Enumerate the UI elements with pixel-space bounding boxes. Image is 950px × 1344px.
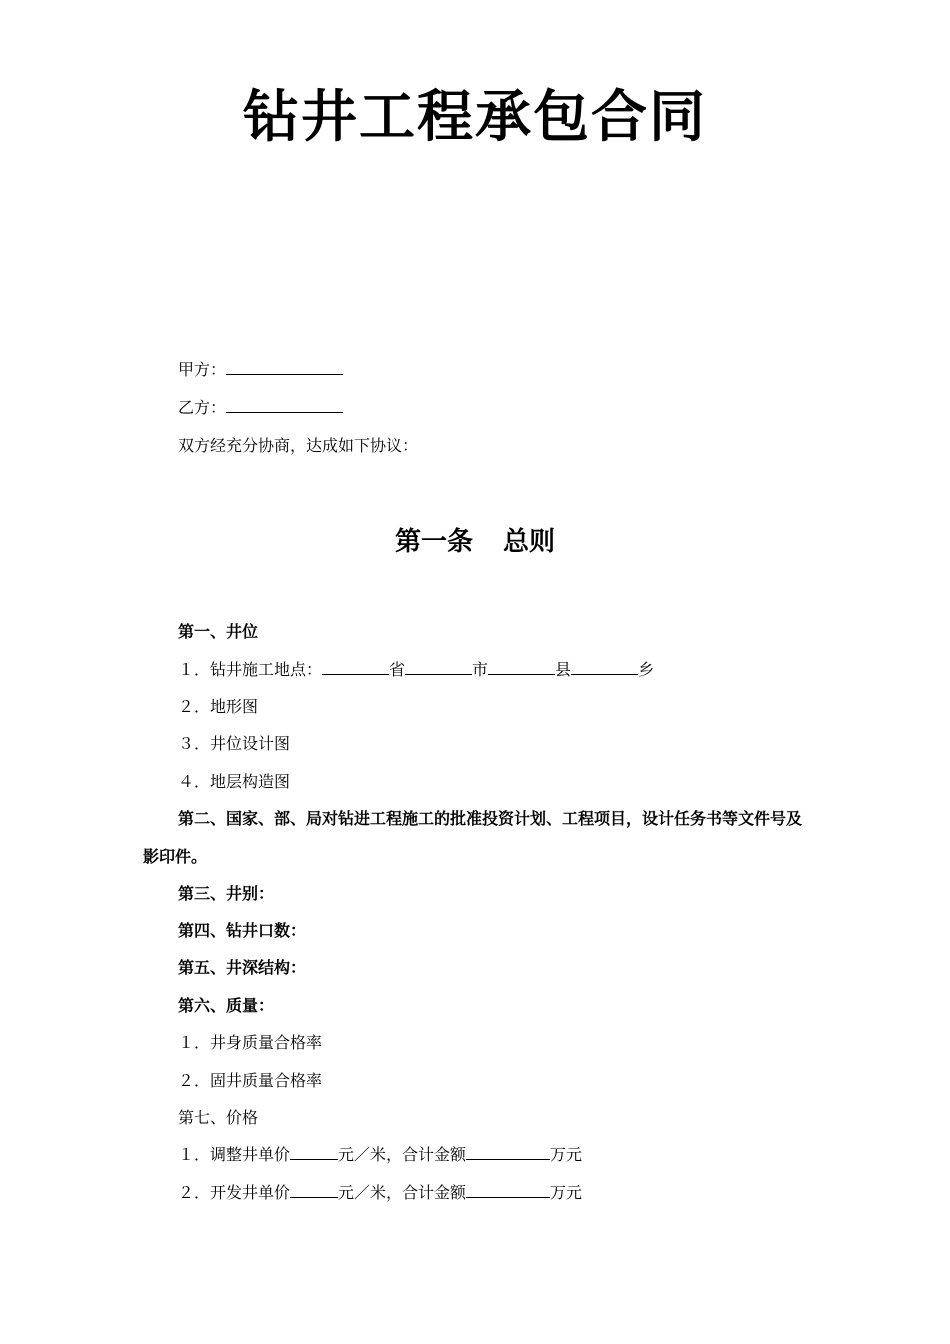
adjust-well-total-blank[interactable]: [466, 1144, 550, 1160]
dev-well-total-unit: 万元: [550, 1183, 583, 1202]
province-blank[interactable]: [322, 659, 389, 675]
county-blank[interactable]: [488, 659, 555, 675]
section-1-item-1: [178, 658, 654, 682]
section-1-item-4: ４．地层构造图: [178, 772, 291, 791]
article-heading: [0, 524, 950, 560]
section-5-heading: 第五、井深结构：: [178, 958, 307, 977]
party-a-label: 甲方：: [178, 360, 227, 379]
section-7-heading: 第七、价格: [178, 1108, 259, 1127]
section-2-line-1: 第二、国家、部、局对钻进工程施工的批准投资计划、工程项目，设计任务书等文件号及: [178, 809, 803, 828]
site-label: １．钻井施工地点：: [178, 660, 323, 679]
section-6-item-1: １．井身质量合格率: [178, 1033, 323, 1052]
article-name: 总则: [503, 527, 556, 557]
adjust-well-total-unit: 万元: [550, 1145, 583, 1164]
dev-well-total-blank[interactable]: [466, 1182, 550, 1198]
section-6-item-2: ２．固井质量合格率: [178, 1071, 323, 1090]
county-label: 县: [555, 660, 572, 679]
section-4-heading: 第四、钻井口数：: [178, 921, 307, 940]
adjust-well-price-label: １．调整井单价: [178, 1145, 291, 1164]
section-2-line-2: 影印件。: [143, 847, 208, 866]
agreement-text: 双方经充分协商，达成如下协议：: [178, 436, 419, 455]
party-a-blank[interactable]: [226, 359, 343, 375]
dev-well-price-blank[interactable]: [290, 1182, 338, 1198]
section-3-heading: 第三、井别：: [178, 884, 275, 903]
province-label: 省: [389, 660, 406, 679]
section-6-heading: 第六、质量：: [178, 996, 275, 1015]
section-7-item-1: [178, 1143, 582, 1167]
document-title: 钻井工程承包合同: [243, 85, 707, 150]
party-b-label: 乙方：: [178, 398, 227, 417]
article-number: 第一条: [394, 527, 473, 557]
party-b-blank[interactable]: [226, 397, 343, 413]
party-a-line: [178, 358, 343, 382]
adjust-well-unit-label: 元／米，合计金额: [338, 1145, 467, 1164]
party-b-line: [178, 396, 343, 420]
section-1-heading: 第一、井位: [178, 622, 259, 641]
section-1-item-2: ２．地形图: [178, 697, 259, 716]
adjust-well-price-blank[interactable]: [290, 1144, 338, 1160]
township-label: 乡: [638, 660, 655, 679]
city-label: 市: [472, 660, 489, 679]
dev-well-unit-label: 元／米，合计金额: [338, 1183, 467, 1202]
township-blank[interactable]: [571, 659, 638, 675]
section-1-item-3: ３．井位设计图: [178, 734, 291, 753]
dev-well-price-label: ２．开发井单价: [178, 1183, 291, 1202]
section-7-item-2: [178, 1181, 582, 1205]
city-blank[interactable]: [405, 659, 472, 675]
